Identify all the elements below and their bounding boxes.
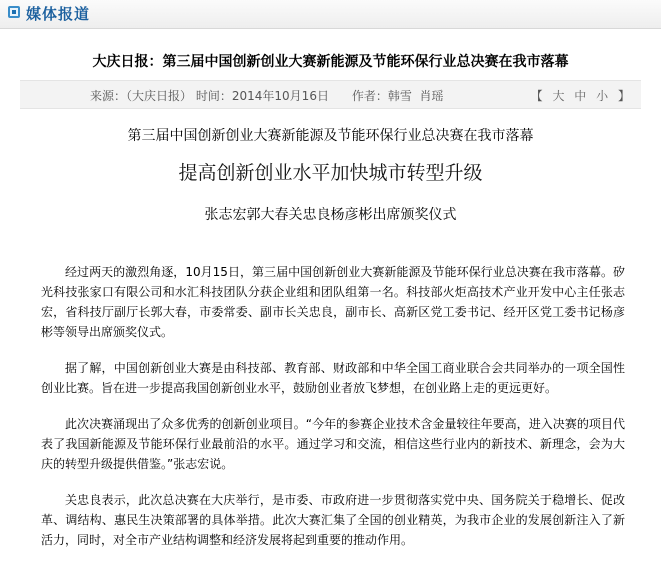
- time-value: 2014年10月16日: [231, 89, 329, 103]
- article-body: [41, 262, 625, 566]
- bracket-open: 【: [530, 89, 543, 103]
- author-label: 作者：: [351, 89, 388, 103]
- section-header: [0, 0, 661, 29]
- time-label: 时间：: [195, 89, 232, 103]
- source-label: 来源：: [90, 89, 127, 103]
- font-size-large-link[interactable]: 大: [552, 89, 565, 103]
- source-value: （大庆日报）: [126, 89, 193, 103]
- paragraph: 经过两天的激烈角逐，10月15日，第三届中国创新创业大赛新能源及节能环保行业总决赛在我市落幕。矽光科技张家口有限公司和水汇科技团队分获企业组和团队组第一名。科技部火炬高技术产业开发中心主任张志宏，省科技厅副厅长郭大春，市委常委、副市长关忠良，副市长、高新区党工委书记、经开区党工委书记杨彦彬等领导出席颁奖仪式。: [41, 265, 625, 339]
- paragraph: 据了解，中国创新创业大赛是由科技部、教育部、财政部和中华全国工商业联合会共同举办的一项全国性创业比赛。旨在进一步提高我国创新创业水平，鼓励创业者放飞梦想，在创业路上走的更远更好。: [41, 361, 625, 395]
- paragraph: 关忠良表示，此次总决赛在大庆举行，是市委、市政府进一步贯彻落实党中央、国务院关于稳增长、促改革、调结构、惠民生决策部署的具体举措。此次大赛汇集了全国的创业精英，为我市企业的发展创新注入了新活力，同时，对全市产业结构调整和经济发展将起到重要的推动作用。: [41, 493, 625, 547]
- article-subtitle-1: 第三届中国创新创业大赛新能源及节能环保行业总决赛在我市落幕: [127, 128, 534, 144]
- author-value: 韩雪 肖瑶: [387, 89, 444, 103]
- font-size-controls: [528, 87, 633, 104]
- article-meta-bar: [20, 80, 641, 109]
- square-bullet-icon: [8, 6, 20, 18]
- article-subtitle-3: 张志宏郭大春关忠良杨彦彬出席颁奖仪式: [204, 207, 457, 223]
- paragraph: 此次决赛涌现出了众多优秀的创新创业项目。“今年的参赛企业技术含金量较往年要高，进入决赛的项目代表了我国新能源及节能环保行业最前沿的水平。通过学习和交流，相信这些行业内的新技术、新理念，会为大庆的转型升级提供借鉴。”张志宏说。: [41, 417, 625, 471]
- section-title: 媒体报道: [26, 5, 91, 23]
- font-size-medium-link[interactable]: 中: [574, 89, 587, 103]
- font-size-small-link[interactable]: 小: [596, 89, 609, 103]
- article-subtitle-2: 提高创新创业水平加快城市转型升级: [178, 162, 483, 184]
- bracket-close: 】: [617, 89, 630, 103]
- article-headline: 大庆日报：第三届中国创新创业大赛新能源及节能环保行业总决赛在我市落幕: [92, 54, 569, 70]
- article-meta: [90, 87, 444, 104]
